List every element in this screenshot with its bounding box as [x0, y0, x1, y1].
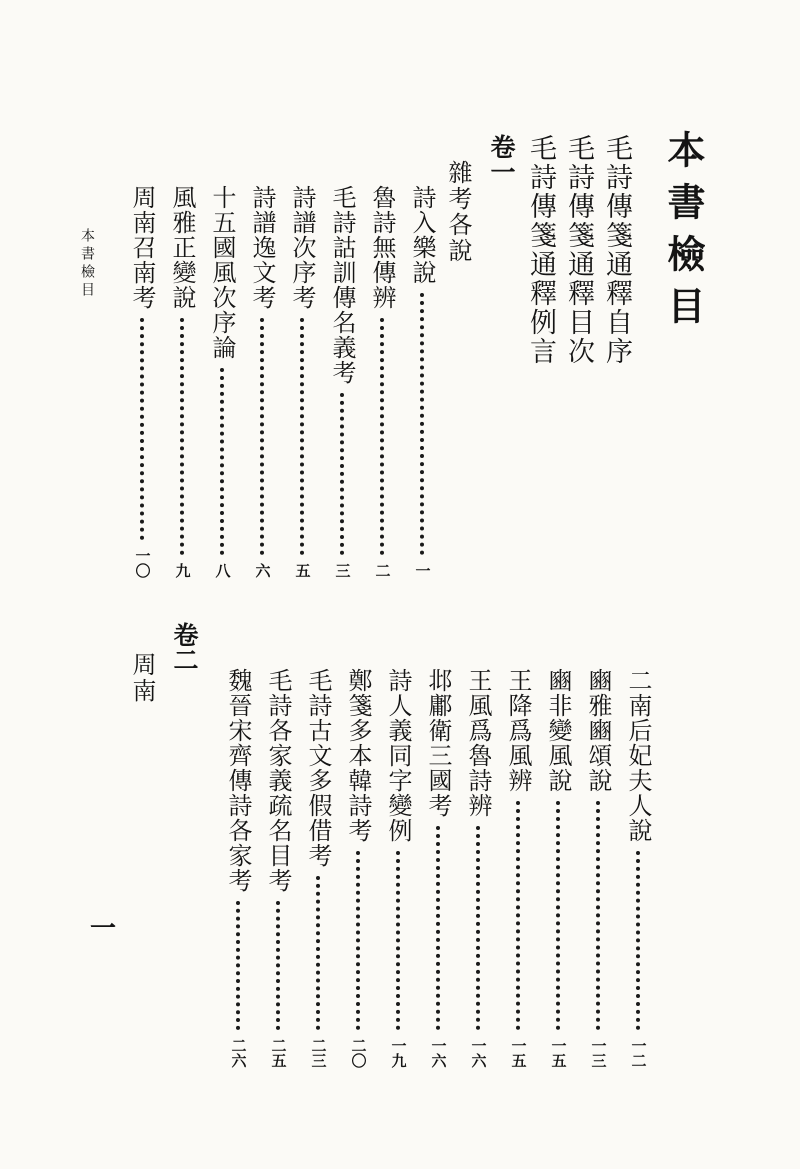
- toc-entry: [250, 185, 274, 578]
- toc-entry: [306, 668, 330, 1068]
- toc-entry-title: 魏晉宋齊傳詩各家考: [224, 668, 252, 893]
- toc-entry-page: 一三: [589, 1038, 608, 1068]
- dot-leader: [220, 368, 224, 555]
- toc-entry-title: 毛詩古文多假借考: [304, 668, 332, 868]
- toc-entry: [266, 668, 290, 1068]
- toc-entry-title: 邶鄘衛三國考: [424, 668, 452, 818]
- dot-leader: [276, 901, 280, 1030]
- toc-entry: [586, 668, 610, 1068]
- toc-entry: [170, 185, 194, 578]
- toc-entry-page: 一二: [629, 1038, 648, 1068]
- toc-entry-title: 詩人義同字變例: [384, 668, 412, 843]
- juan1-section-title: 雜考各說: [444, 160, 472, 264]
- toc-entry-title: 豳雅豳頌說: [584, 668, 612, 793]
- toc-entry-title: 王降爲風辨: [504, 668, 532, 793]
- dot-leader: [140, 318, 144, 540]
- dot-leader: [420, 293, 424, 555]
- toc-entry-page: 八: [213, 563, 232, 578]
- toc-entry-page: 六: [253, 563, 272, 578]
- toc-entry-page: 三: [333, 563, 352, 578]
- dot-leader: [340, 393, 344, 555]
- dot-leader: [396, 851, 400, 1030]
- toc-entry-title: 周南召南考: [128, 185, 156, 310]
- page-number: 一: [90, 914, 117, 944]
- toc-entry-title: 詩譜逸文考: [248, 185, 276, 310]
- toc-entry: [330, 185, 354, 578]
- toc-entry-page: 一: [413, 563, 432, 578]
- toc-entry: [370, 185, 394, 578]
- toc-entry-page: 五: [293, 563, 312, 578]
- toc-entry-title: 風雅正變說: [168, 185, 196, 310]
- dot-leader: [236, 901, 240, 1030]
- toc-entry-page: 九: [173, 563, 192, 578]
- toc-entry: [546, 668, 570, 1068]
- toc-entry: [210, 185, 234, 578]
- toc-entry-page: 一〇: [133, 548, 152, 578]
- toc-entry-page: 二: [373, 563, 392, 578]
- toc-entry-title: 十五國風次序論: [208, 185, 236, 360]
- toc-entry: [290, 185, 314, 578]
- toc-entry-page: 一六: [429, 1038, 448, 1068]
- dot-leader: [180, 318, 184, 555]
- toc-entry-title: 毛詩各家義疏名目考: [264, 668, 292, 893]
- toc-entry-title: 詩譜次序考: [288, 185, 316, 310]
- juan2-label: 卷二: [170, 622, 199, 672]
- dot-leader: [436, 826, 440, 1030]
- toc-entry: [410, 185, 434, 578]
- dot-leader: [300, 318, 304, 555]
- toc-entry: [226, 668, 250, 1068]
- toc-entry-page: 一五: [509, 1038, 528, 1068]
- page-title: 本書檢目: [661, 130, 706, 338]
- dot-leader: [636, 851, 640, 1030]
- dot-leader: [596, 801, 600, 1030]
- toc-entry: [386, 668, 410, 1068]
- toc-entry-title: 王風爲魯詩辨: [464, 668, 492, 818]
- juan2-section-title: 周南: [128, 652, 156, 704]
- preface-item: 毛詩傳箋通釋自序: [601, 134, 632, 366]
- dot-leader: [556, 801, 560, 1030]
- toc-entry-title: 毛詩詁訓傳名義考: [328, 185, 356, 385]
- toc-entry-page: 一五: [549, 1038, 568, 1068]
- dot-leader: [316, 876, 320, 1030]
- toc-entry: [506, 668, 530, 1068]
- toc-entry-title: 二南后妃夫人說: [624, 668, 652, 843]
- running-head: 本書檢目: [79, 228, 95, 300]
- preface-item: 毛詩傳箋通釋例言: [525, 134, 556, 366]
- toc-entry: [626, 668, 650, 1068]
- toc-entry: [426, 668, 450, 1068]
- toc-entry-title: 豳非變風說: [544, 668, 572, 793]
- toc-entry: [466, 668, 490, 1068]
- dot-leader: [516, 801, 520, 1030]
- toc-entry-page: 二〇: [349, 1038, 368, 1068]
- toc-entry-page: 二六: [229, 1038, 248, 1068]
- dot-leader: [260, 318, 264, 555]
- toc-entry-title: 鄭箋多本韓詩考: [344, 668, 372, 843]
- toc-entry: [346, 668, 370, 1068]
- toc-entry-page: 二三: [309, 1038, 328, 1068]
- toc-entry-title: 魯詩無傳辨: [368, 185, 396, 310]
- toc-entry-page: 一六: [469, 1038, 488, 1068]
- toc-entry-page: 二五: [269, 1038, 288, 1068]
- toc-entry-title: 詩入樂說: [408, 185, 436, 285]
- juan1-label: 卷一: [487, 134, 516, 184]
- toc-entry: [130, 185, 154, 578]
- dot-leader: [380, 318, 384, 555]
- dot-leader: [476, 826, 480, 1030]
- preface-item: 毛詩傳箋通釋目次: [563, 134, 594, 366]
- toc-entry-page: 一九: [389, 1038, 408, 1068]
- dot-leader: [356, 851, 360, 1030]
